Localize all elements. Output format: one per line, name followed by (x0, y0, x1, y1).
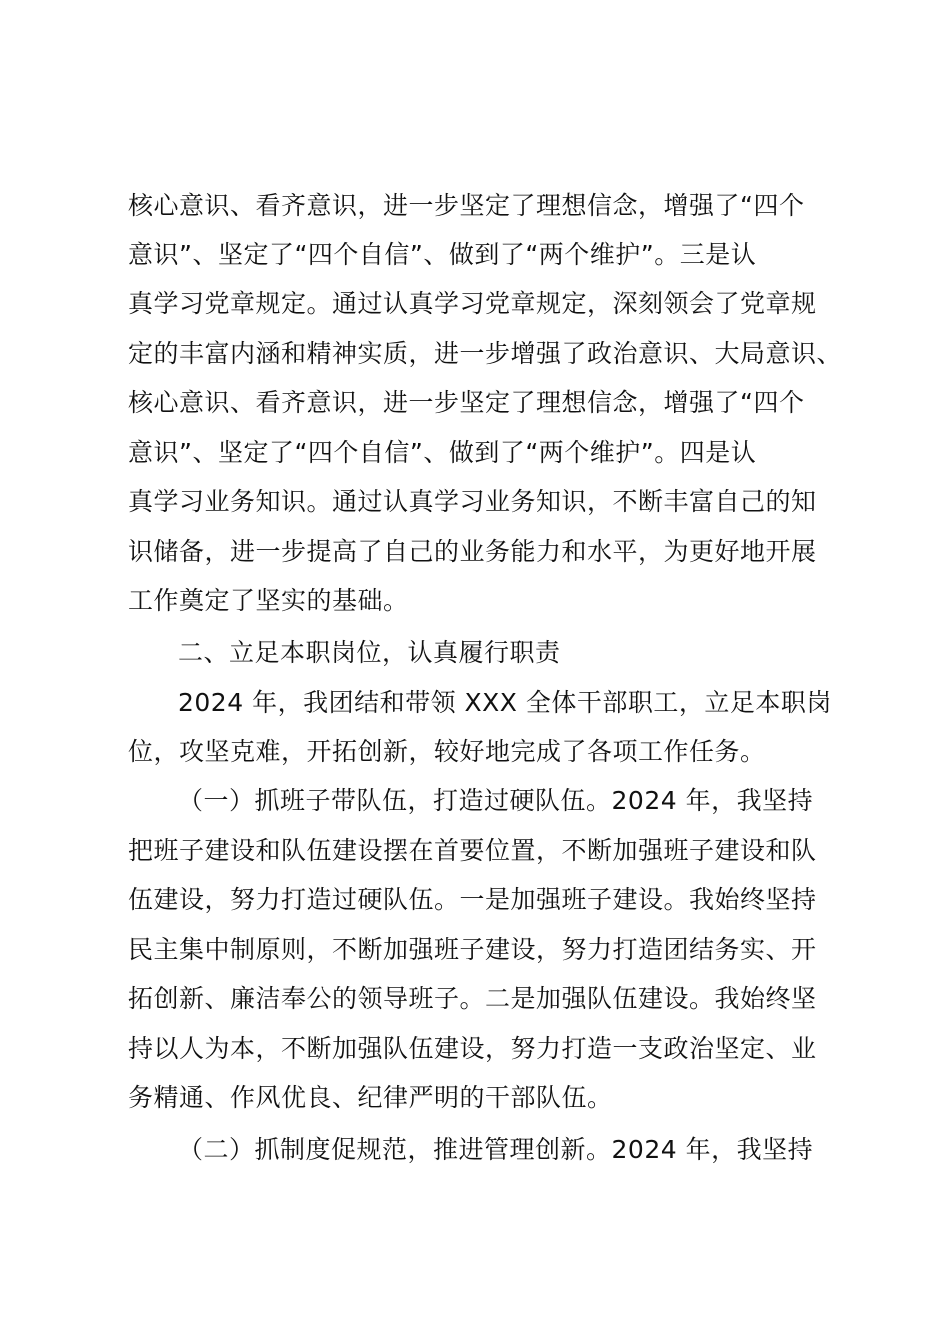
body-text-line: 意识”、坚定了“四个自信”、做到了“两个维护”。三是认 (128, 240, 757, 269)
subsection-start-line: （二）抓制度促规范，推进管理创新。2024 年，我坚持 (178, 1135, 814, 1164)
subsection-start-line: （一）抓班子带队伍，打造过硬队伍。2024 年，我坚持 (178, 786, 814, 815)
body-text-line: 民主集中制原则，不断加强班子建设，努力打造团结务实、开 (128, 935, 817, 964)
body-text-line: 意识”、坚定了“四个自信”、做到了“两个维护”。四是认 (128, 438, 757, 467)
body-text-line: 伍建设，努力打造过硬队伍。一是加强班子建设。我始终坚持 (128, 885, 817, 914)
body-text-line: 核心意识、看齐意识，进一步坚定了理想信念，增强了“四个 (128, 191, 805, 220)
body-text-line: 位，攻坚克难，开拓创新，较好地完成了各项工作任务。 (128, 737, 766, 766)
body-text-line: 拓创新、廉洁奉公的领导班子。二是加强队伍建设。我始终坚 (128, 984, 817, 1013)
body-text-line: 把班子建设和队伍建设摆在首要位置，不断加强班子建设和队 (128, 836, 817, 865)
section-heading: 二、立足本职岗位，认真履行职责 (178, 638, 561, 667)
body-text-line: 定的丰富内涵和精神实质，进一步增强了政治意识、大局意识、 (128, 339, 843, 368)
paragraph-start-line: 2024 年，我团结和带领 XXX 全体干部职工，立足本职岗 (178, 688, 832, 717)
body-text-line: 核心意识、看齐意识，进一步坚定了理想信念，增强了“四个 (128, 388, 805, 417)
body-text-line: 识储备，进一步提高了自己的业务能力和水平，为更好地开展 (128, 537, 817, 566)
body-text-line: 真学习业务知识。通过认真学习业务知识，不断丰富自己的知 (128, 487, 817, 516)
body-text-line: 务精通、作风优良、纪律严明的干部队伍。 (128, 1083, 613, 1112)
body-text-line: 工作奠定了坚实的基础。 (128, 586, 409, 615)
body-text-line: 持以人为本，不断加强队伍建设，努力打造一支政治坚定、业 (128, 1034, 817, 1063)
body-text-line: 真学习党章规定。通过认真学习党章规定，深刻领会了党章规 (128, 289, 817, 318)
